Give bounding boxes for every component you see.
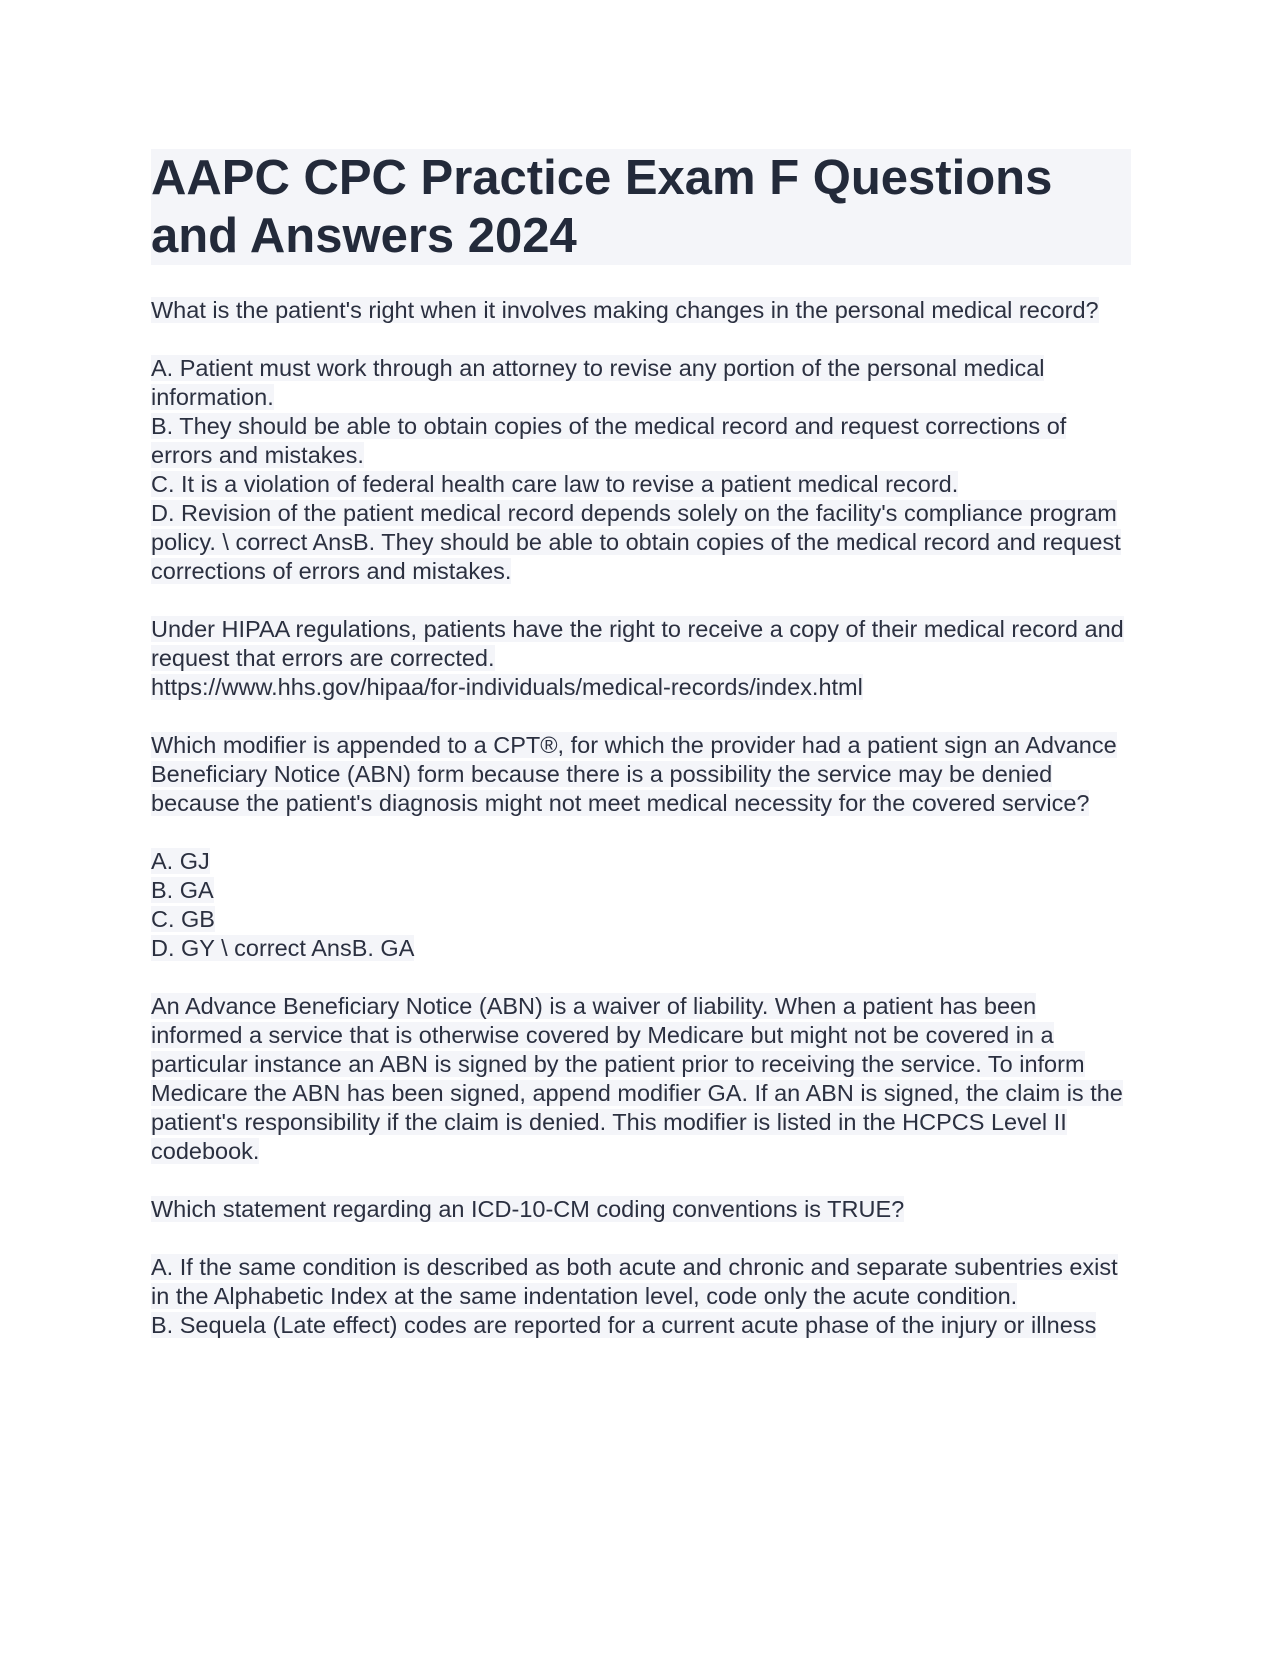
option-a: A. If the same condition is described as both acute and chronic and separate subentries exist in the Alphabetic Index at the same indentation level, code only the acute condition. xyxy=(151,1254,1118,1309)
question-2 xyxy=(151,731,1131,818)
question-1-options xyxy=(151,354,1131,586)
rationale-text: An Advance Beneficiary Notice (ABN) is a waiver of liability. When a patient has been informed a service that is otherwise covered by Medicare but might not be covered in a particular instance an ABN is signed by the patient prior to receiving the service. To inform Medicare the ABN has been signed, append modifier GA. If an ABN is signed, the claim is the patient's responsibility if the claim is denied. This modifier is listed in the HCPCS Level II codebook. xyxy=(151,993,1123,1164)
question-2-options xyxy=(151,847,1131,963)
document-title: AAPC CPC Practice Exam F Questions and Answers 2024 xyxy=(151,149,1131,265)
option-a: A. GJ xyxy=(151,848,210,874)
question-1-rationale xyxy=(151,615,1131,702)
question-2-rationale xyxy=(151,992,1131,1166)
question-1 xyxy=(151,296,1131,325)
option-c: C. GB xyxy=(151,906,215,932)
question-3-options xyxy=(151,1253,1131,1340)
option-b: B. Sequela (Late effect) codes are reported for a current acute phase of the injury or illness xyxy=(151,1312,1097,1338)
question-3-text: Which statement regarding an ICD-10-CM coding conventions is TRUE? xyxy=(151,1196,905,1222)
rationale-text: Under HIPAA regulations, patients have the right to receive a copy of their medical record and request that errors are corrected. xyxy=(151,616,1124,671)
option-b: B. GA xyxy=(151,877,214,903)
document-page xyxy=(151,149,1131,1340)
option-d-answer: D. Revision of the patient medical record depends solely on the facility's compliance program policy. \ correct AnsB. They should be able to obtain copies of the medical record and request corrections of errors and mistakes. xyxy=(151,500,1121,584)
option-b: B. They should be able to obtain copies of the medical record and request corrections of errors and mistakes. xyxy=(151,413,1067,468)
option-a: A. Patient must work through an attorney to revise any portion of the personal medical information. xyxy=(151,355,1045,410)
option-d-answer: D. GY \ correct AnsB. GA xyxy=(151,935,415,961)
reference-url: https://www.hhs.gov/hipaa/for-individuals/medical-records/index.html xyxy=(151,674,863,700)
question-1-text: What is the patient's right when it involves making changes in the personal medical record? xyxy=(151,297,1099,323)
question-3 xyxy=(151,1195,1131,1224)
question-2-text: Which modifier is appended to a CPT®, for which the provider had a patient sign an Advance Beneficiary Notice (ABN) form because there is a possibility the service may be denied because the patient's diagnosis might not meet medical necessity for the covered service? xyxy=(151,732,1117,816)
option-c: C. It is a violation of federal health care law to revise a patient medical record. xyxy=(151,471,959,497)
